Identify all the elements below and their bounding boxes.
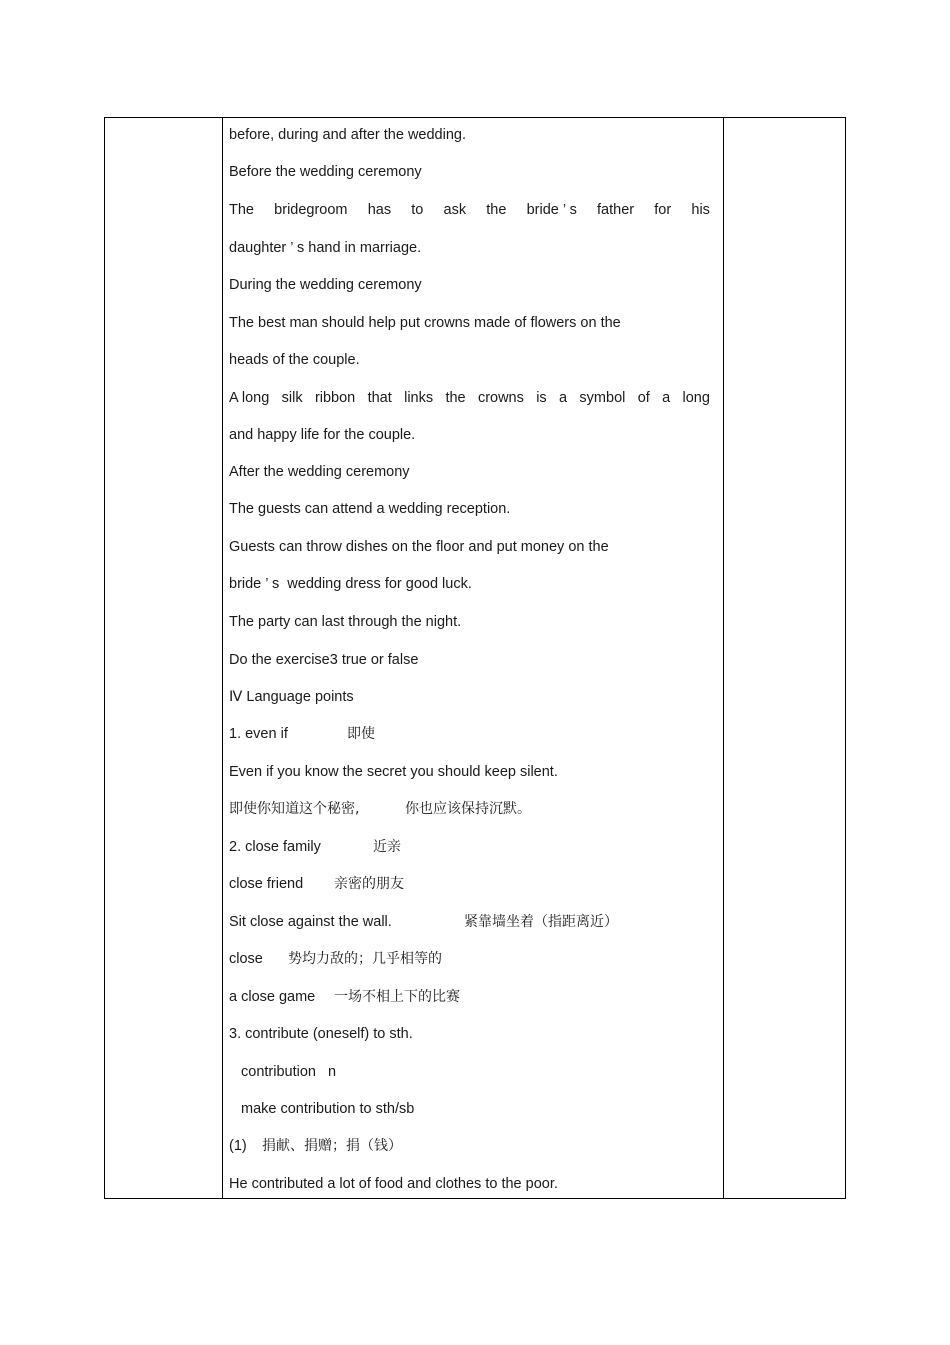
justified-line <box>229 389 710 407</box>
word: for <box>654 202 672 218</box>
vocab-term: make contribution to sth/sb <box>241 1101 415 1117</box>
word: crowns <box>477 390 524 406</box>
content-cell <box>229 118 711 1198</box>
word: links <box>404 390 434 406</box>
text-line: bride ’ s wedding dress for good luck. <box>229 576 472 592</box>
vocab-translation: 一场不相上下的比赛 <box>334 989 460 1005</box>
text-line: daughter ’ s hand in marriage. <box>229 240 422 256</box>
word: a <box>559 390 568 406</box>
text-line: Guests can throw dishes on the floor and put money on the <box>229 539 609 555</box>
word: ribbon <box>314 390 356 406</box>
justified-line <box>229 201 710 219</box>
word: father <box>597 202 635 218</box>
column-divider-right <box>723 118 724 1198</box>
vocab-translation: 即使 <box>347 726 375 742</box>
word: the <box>445 390 466 406</box>
section-heading: Before the wedding ceremony <box>229 164 422 180</box>
word: ask <box>443 202 467 218</box>
word: to <box>411 202 424 218</box>
example-sentence: Even if you know the secret you should keep silent. <box>229 764 558 780</box>
text-line: Do the exercise3 true or false <box>229 652 419 668</box>
vocab-translation: 亲密的朋友 <box>334 876 404 892</box>
text-line: The guests can attend a wedding reception. <box>229 501 511 517</box>
word: his <box>691 202 710 218</box>
section-heading: After the wedding ceremony <box>229 464 410 480</box>
word: long <box>682 390 710 406</box>
vocab-translation: 捐献、捐赠；捐（钱） <box>262 1138 402 1154</box>
vocab-term: a close game <box>229 989 316 1005</box>
example-sentence: He contributed a lot of food and clothes to the poor. <box>229 1176 558 1192</box>
section-heading: Ⅳ Language points <box>229 689 354 705</box>
word: symbol <box>579 390 626 406</box>
vocab-term: 3. contribute (oneself) to sth. <box>229 1026 413 1042</box>
word: has <box>367 202 392 218</box>
vocab-term: close friend <box>229 876 304 892</box>
text-line: heads of the couple. <box>229 352 360 368</box>
word: bridegroom <box>274 202 348 218</box>
example-sentence: Sit close against the wall. <box>229 914 392 930</box>
word: bride ’ s <box>526 202 577 218</box>
word: A long <box>229 390 270 406</box>
vocab-term: 1. even if <box>229 726 288 742</box>
word: a <box>662 390 671 406</box>
text-line: before, during and after the wedding. <box>229 127 466 143</box>
vocab-term: 2. close family <box>229 839 321 855</box>
column-divider-left <box>222 118 223 1198</box>
vocab-term: contribution n <box>241 1064 337 1080</box>
list-marker: (1) <box>229 1138 247 1154</box>
vocab-translation: 近亲 <box>373 839 401 855</box>
text-line: and happy life for the couple. <box>229 427 416 443</box>
word: that <box>367 390 392 406</box>
example-translation: 你也应该保持沉默。 <box>405 801 531 817</box>
word: The <box>229 202 254 218</box>
text-line: The party can last through the night. <box>229 614 462 630</box>
example-translation: 即使你知道这个秘密, <box>229 801 360 817</box>
word: the <box>486 202 507 218</box>
vocab-translation: 势均力敌的；几乎相等的 <box>288 951 442 967</box>
text-line: The best man should help put crowns made of flowers on the <box>229 315 621 331</box>
vocab-term: close <box>229 951 263 967</box>
section-heading: During the wedding ceremony <box>229 277 422 293</box>
word: silk <box>281 390 303 406</box>
example-translation: 紧靠墙坐着（指距离近） <box>464 914 618 930</box>
lesson-table <box>104 117 846 1199</box>
word: of <box>637 390 650 406</box>
word: is <box>536 390 547 406</box>
